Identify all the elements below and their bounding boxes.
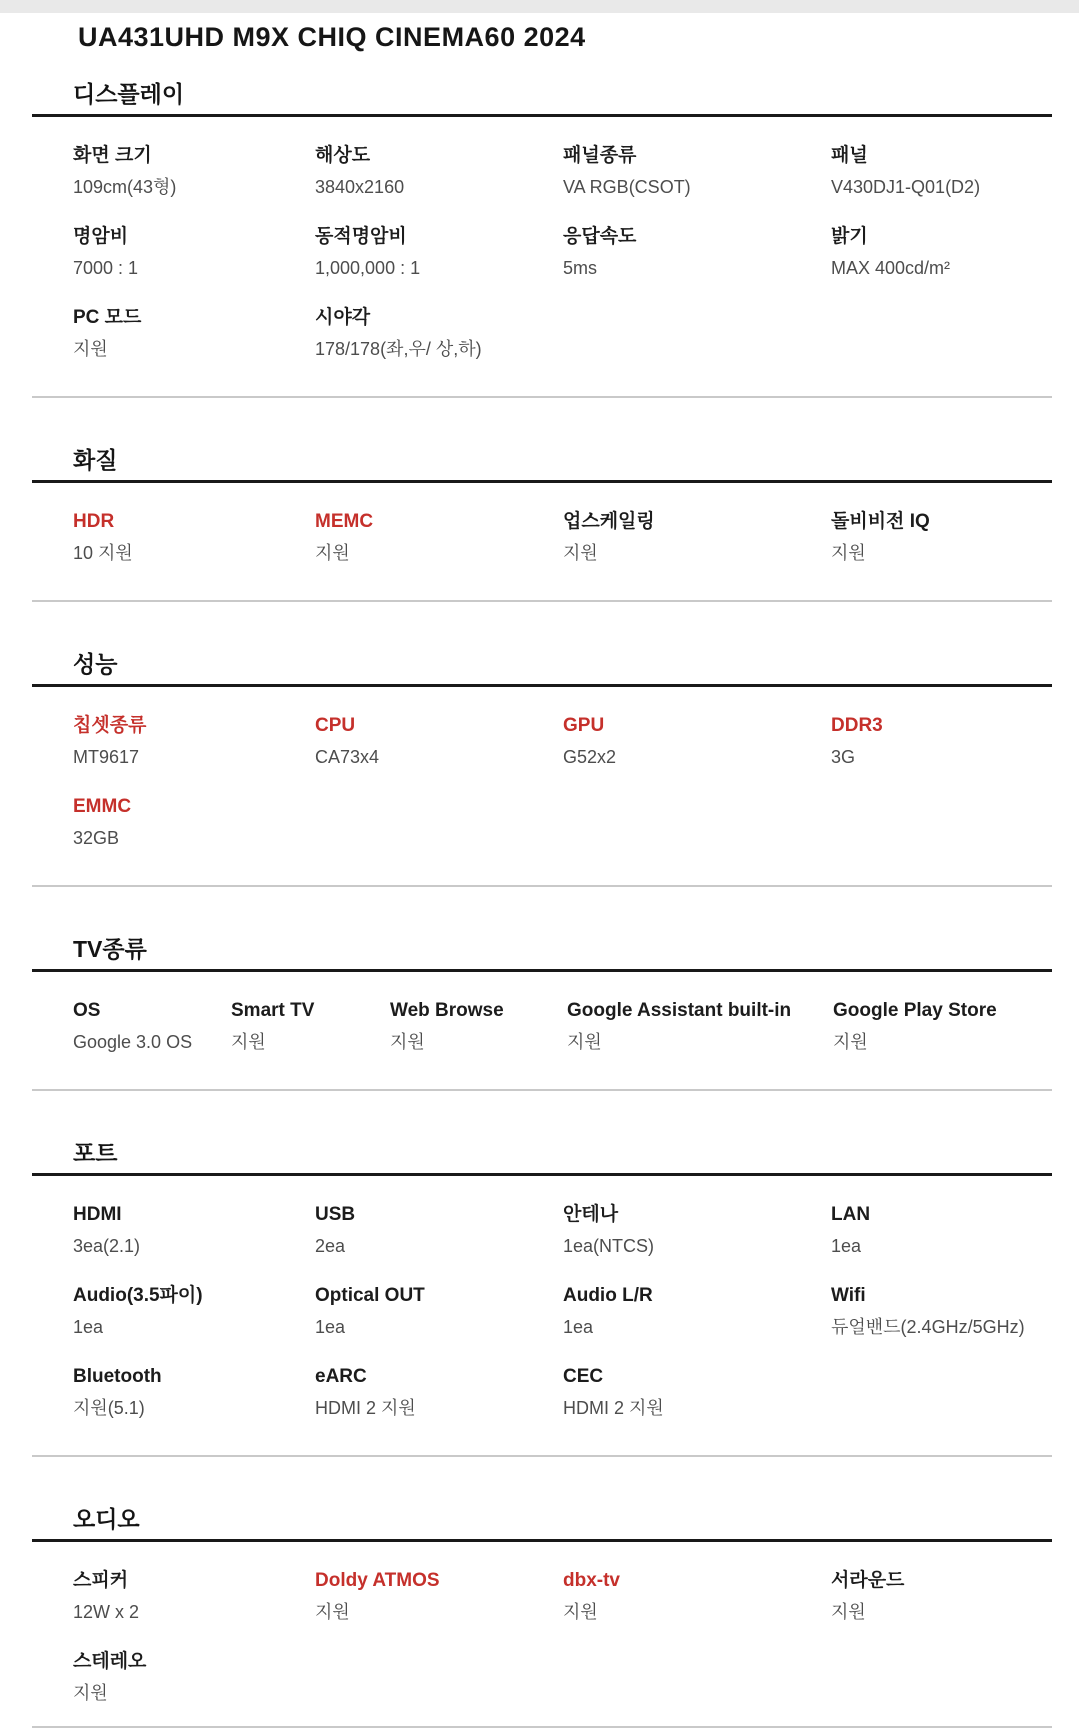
spec-label: PC 모드 xyxy=(73,307,142,328)
section-tv-type xyxy=(32,935,1052,1091)
spec-item-audio-0-1 xyxy=(315,1569,563,1623)
spec-label: HDMI xyxy=(73,1204,122,1225)
spec-label: USB xyxy=(315,1204,356,1225)
spec-row xyxy=(32,972,1052,1053)
spec-label: 안테나 xyxy=(563,1204,619,1225)
section-title-performance: 성능 xyxy=(73,651,118,677)
section-body-ports xyxy=(32,1176,1052,1457)
spec-label: DDR3 xyxy=(831,715,883,736)
spec-label: 패널 xyxy=(831,145,868,166)
spec-value: 지원 xyxy=(73,1683,108,1703)
spec-label: 동적명암비 xyxy=(315,226,407,247)
spec-label: OS xyxy=(73,1000,101,1021)
section-title-ports: 포트 xyxy=(73,1140,118,1166)
spec-value: 지원 xyxy=(833,1032,868,1052)
spec-label: 시야각 xyxy=(315,307,371,328)
spec-value: HDMI 2 지원 xyxy=(563,1398,664,1418)
spec-item-ports-0-0 xyxy=(73,1203,315,1257)
spec-item-audio-1-0 xyxy=(73,1650,315,1704)
section-picture-quality xyxy=(32,446,1052,602)
spec-item-tv-type-0-2 xyxy=(390,999,567,1053)
section-header-display xyxy=(32,80,1052,117)
spec-label: CEC xyxy=(563,1366,604,1387)
spec-item-audio-0-0 xyxy=(73,1569,315,1623)
spec-label: 서라운드 xyxy=(831,1570,905,1591)
spec-item-performance-0-1 xyxy=(315,714,563,768)
spec-label: Web Browse xyxy=(390,1000,504,1021)
spec-label: 해상도 xyxy=(315,145,371,166)
spec-value: VA RGB(CSOT) xyxy=(563,177,691,197)
spec-item-ports-0-3 xyxy=(831,1203,1052,1257)
spec-item-audio-0-3 xyxy=(831,1569,1052,1623)
spec-label: Audio L/R xyxy=(563,1285,653,1306)
spec-value: G52x2 xyxy=(563,747,617,767)
spec-value: 109cm(43형) xyxy=(73,177,177,197)
spec-item-audio-0-2 xyxy=(563,1569,831,1623)
spec-item-picture-quality-0-3 xyxy=(831,510,1052,564)
spec-value: 3ea(2.1) xyxy=(73,1236,141,1256)
spec-label: 칩셋종류 xyxy=(73,715,147,736)
spec-label: 응답속도 xyxy=(563,226,637,247)
section-title-picture-quality: 화질 xyxy=(73,447,118,473)
spec-item-performance-0-0 xyxy=(73,714,315,768)
page-title: UA431UHD M9X CHIQ CINEMA60 2024 xyxy=(78,22,586,52)
spec-value: CA73x4 xyxy=(315,747,380,767)
spec-item-ports-1-1 xyxy=(315,1284,563,1338)
spec-value: 1ea xyxy=(315,1317,346,1337)
spec-row xyxy=(32,279,1052,360)
spec-label: 밝기 xyxy=(831,226,868,247)
spec-label: eARC xyxy=(315,1366,367,1387)
spec-value: 지원 xyxy=(567,1032,602,1052)
spec-item-performance-0-3 xyxy=(831,714,1052,768)
spec-item-ports-2-0 xyxy=(73,1365,315,1419)
spec-label: Doldy ATMOS xyxy=(315,1570,440,1591)
spec-item-tv-type-0-0 xyxy=(73,999,231,1053)
spec-row xyxy=(32,1623,1052,1704)
spec-label: CPU xyxy=(315,715,356,736)
spec-item-display-0-1 xyxy=(315,144,563,198)
section-performance xyxy=(32,650,1052,887)
spec-row xyxy=(32,1257,1052,1338)
spec-value: 1ea(NTCS) xyxy=(563,1236,655,1256)
spec-label: GPU xyxy=(563,715,605,736)
spec-value: 1ea xyxy=(73,1317,104,1337)
spec-label: LAN xyxy=(831,1204,871,1225)
spec-value: 지원 xyxy=(563,543,598,563)
spec-item-performance-1-0 xyxy=(73,795,315,849)
spec-item-display-2-0 xyxy=(73,306,315,360)
spec-label: Google Play Store xyxy=(833,1000,997,1021)
spec-value: 지원 xyxy=(231,1032,266,1052)
spec-value: 2ea xyxy=(315,1236,346,1256)
spec-row xyxy=(32,1338,1052,1419)
spec-value: 지원(5.1) xyxy=(73,1398,145,1418)
spec-label: Wifi xyxy=(831,1285,866,1306)
spec-item-display-1-2 xyxy=(563,225,831,279)
spec-item-ports-0-2 xyxy=(563,1203,831,1257)
section-title-audio: 오디오 xyxy=(73,1506,140,1532)
spec-label: dbx-tv xyxy=(563,1570,620,1591)
spec-label: 스테레오 xyxy=(73,1651,147,1672)
spec-value: 12W x 2 xyxy=(73,1602,140,1622)
spec-label: 업스케일링 xyxy=(563,511,655,532)
spec-value: 지원 xyxy=(315,1602,350,1622)
spec-item-display-0-2 xyxy=(563,144,831,198)
spec-label: Smart TV xyxy=(231,1000,315,1021)
sections-container xyxy=(32,80,1052,1728)
spec-item-display-2-1 xyxy=(315,306,563,360)
spec-item-display-0-3 xyxy=(831,144,1052,198)
spec-item-tv-type-0-3 xyxy=(567,999,833,1053)
spec-value: MT9617 xyxy=(73,747,140,767)
section-header-performance xyxy=(32,650,1052,687)
spec-label: 명암비 xyxy=(73,226,129,247)
spec-item-display-0-0 xyxy=(73,144,315,198)
spec-value: 지원 xyxy=(563,1602,598,1622)
spec-value: 1ea xyxy=(563,1317,594,1337)
spec-value: 1ea xyxy=(831,1236,862,1256)
top-edge-strip xyxy=(0,0,1079,13)
spec-label: 스피커 xyxy=(73,1570,129,1591)
spec-item-performance-0-2 xyxy=(563,714,831,768)
section-header-tv-type xyxy=(32,935,1052,972)
section-body-picture-quality xyxy=(32,483,1052,602)
spec-item-tv-type-0-4 xyxy=(833,999,1052,1053)
spec-item-picture-quality-0-0 xyxy=(73,510,315,564)
section-body-display xyxy=(32,117,1052,398)
spec-label: 돌비비전 IQ xyxy=(831,511,930,532)
spec-item-display-1-3 xyxy=(831,225,1052,279)
section-body-performance xyxy=(32,687,1052,887)
spec-value: HDMI 2 지원 xyxy=(315,1398,416,1418)
section-header-ports xyxy=(32,1139,1052,1176)
spec-item-picture-quality-0-1 xyxy=(315,510,563,564)
spec-item-ports-1-0 xyxy=(73,1284,315,1338)
spec-sheet xyxy=(0,22,1079,1728)
spec-label: EMMC xyxy=(73,796,132,817)
spec-item-ports-2-2 xyxy=(563,1365,831,1419)
spec-value: V430DJ1-Q01(D2) xyxy=(831,177,981,197)
spec-label: Optical OUT xyxy=(315,1285,425,1306)
spec-item-display-1-1 xyxy=(315,225,563,279)
spec-item-picture-quality-0-2 xyxy=(563,510,831,564)
spec-item-ports-1-2 xyxy=(563,1284,831,1338)
spec-item-ports-0-1 xyxy=(315,1203,563,1257)
section-ports xyxy=(32,1139,1052,1457)
spec-label: HDR xyxy=(73,511,115,532)
section-title-tv-type: TV종류 xyxy=(73,936,147,962)
spec-label: 화면 크기 xyxy=(73,145,152,166)
spec-row xyxy=(32,687,1052,768)
spec-row xyxy=(32,1542,1052,1623)
spec-value: 지원 xyxy=(73,339,108,359)
spec-value: Google 3.0 OS xyxy=(73,1032,193,1052)
spec-label: Bluetooth xyxy=(73,1366,162,1387)
spec-value: 32GB xyxy=(73,828,120,848)
spec-value: 10 지원 xyxy=(73,543,133,563)
spec-value: 3840x2160 xyxy=(315,177,405,197)
section-display xyxy=(32,80,1052,398)
spec-label: MEMC xyxy=(315,511,374,532)
section-header-audio xyxy=(32,1505,1052,1542)
spec-label: 패널종류 xyxy=(563,145,637,166)
section-title-display: 디스플레이 xyxy=(73,81,185,107)
section-body-audio xyxy=(32,1542,1052,1728)
spec-value: 지원 xyxy=(831,543,866,563)
spec-label: Audio(3.5파이) xyxy=(73,1285,203,1306)
spec-value: 지원 xyxy=(390,1032,425,1052)
spec-value: 178/178(좌,우/ 상,하) xyxy=(315,339,482,359)
spec-value: 7000 : 1 xyxy=(73,258,139,278)
spec-value: 지원 xyxy=(831,1602,866,1622)
spec-item-ports-1-3 xyxy=(831,1284,1052,1338)
spec-row xyxy=(32,483,1052,564)
spec-item-tv-type-0-1 xyxy=(231,999,390,1053)
spec-item-ports-2-1 xyxy=(315,1365,563,1419)
section-body-tv-type xyxy=(32,972,1052,1091)
spec-label: Google Assistant built-in xyxy=(567,1000,792,1021)
spec-value: 듀얼밴드(2.4GHz/5GHz) xyxy=(831,1317,1025,1337)
spec-row xyxy=(32,1176,1052,1257)
spec-value: 3G xyxy=(831,747,856,767)
spec-value: 1,000,000 : 1 xyxy=(315,258,421,278)
spec-row xyxy=(32,198,1052,279)
section-audio xyxy=(32,1505,1052,1728)
spec-value: 5ms xyxy=(563,258,598,278)
section-header-picture-quality xyxy=(32,446,1052,483)
spec-item-display-1-0 xyxy=(73,225,315,279)
spec-row xyxy=(32,117,1052,198)
spec-value: MAX 400cd/m² xyxy=(831,258,951,278)
spec-row xyxy=(32,768,1052,849)
spec-value: 지원 xyxy=(315,543,350,563)
